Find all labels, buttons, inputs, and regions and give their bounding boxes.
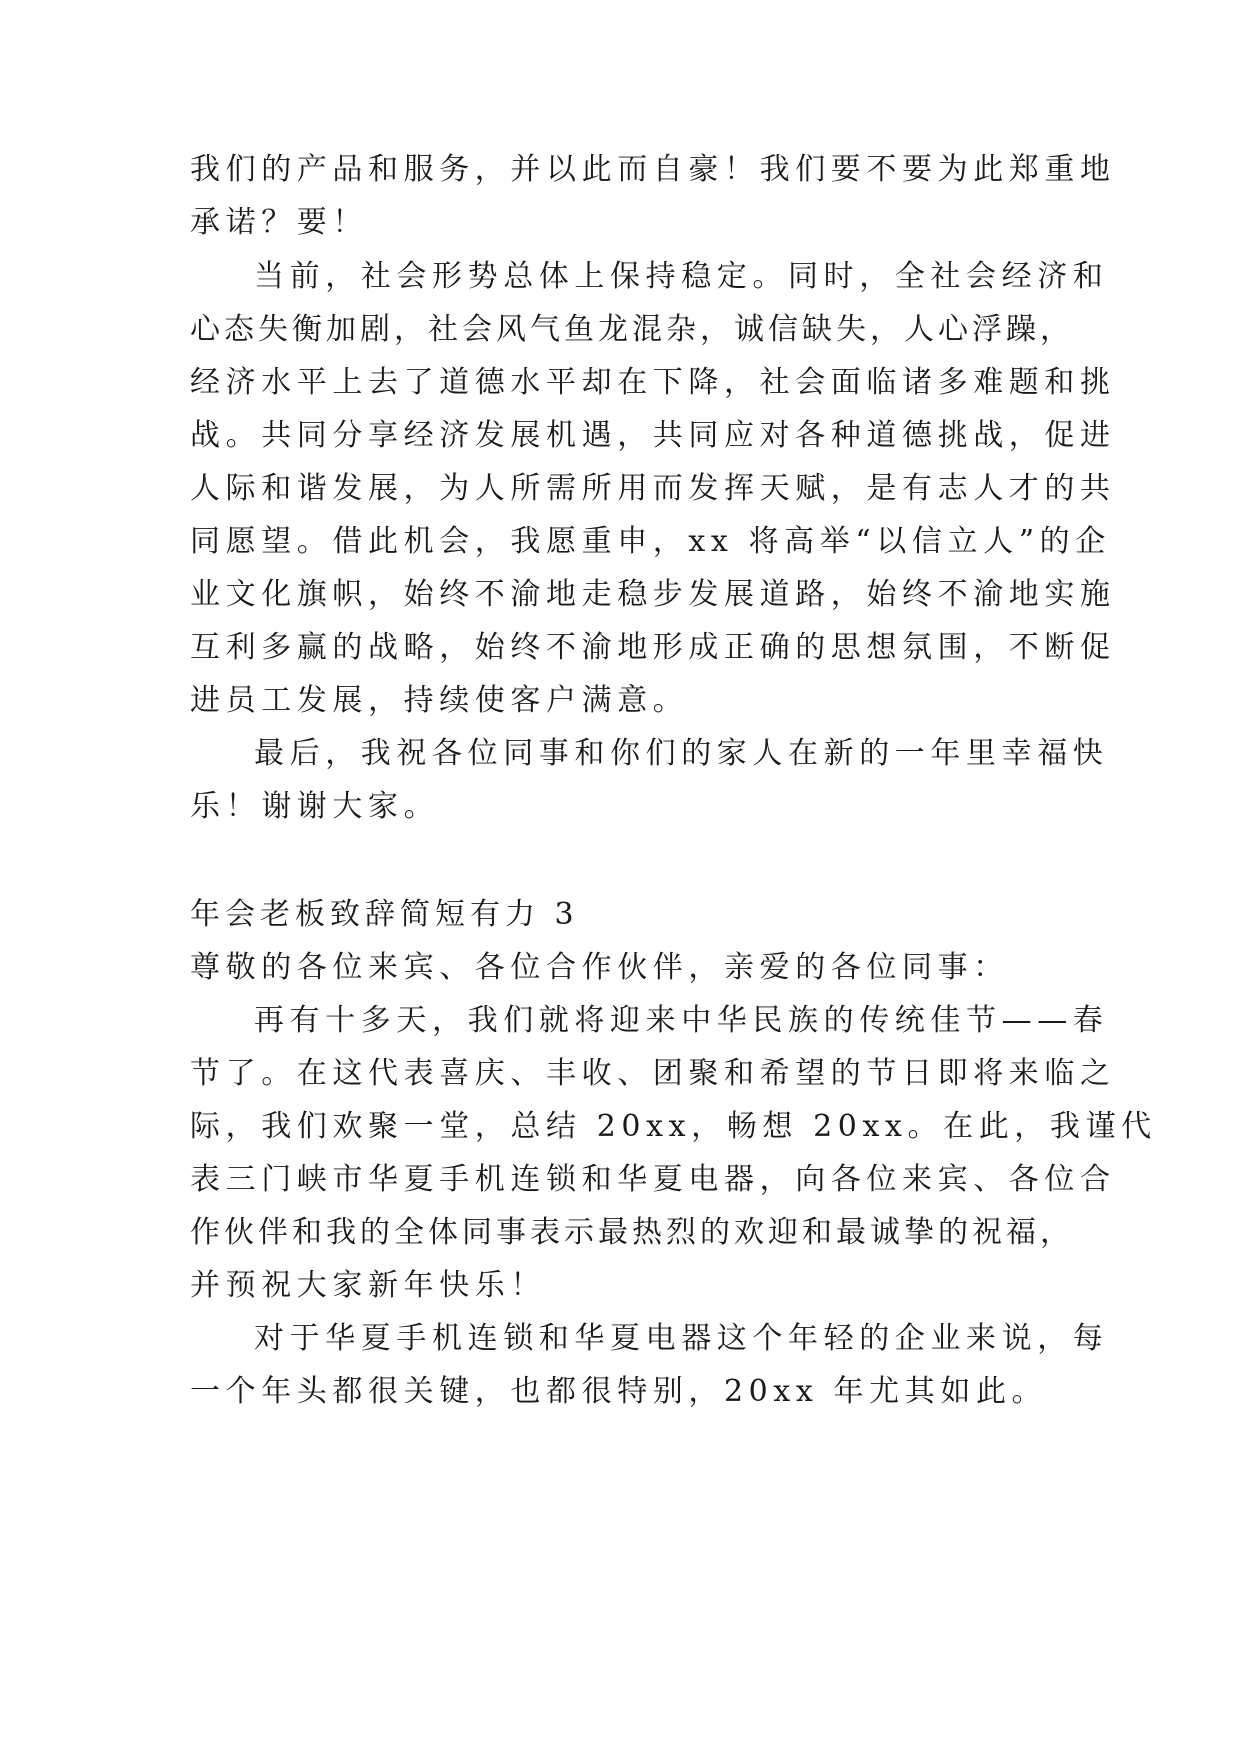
paragraph-line: 经济水平上去了道德水平却在下降，社会面临诸多难题和挑 — [190, 365, 1116, 400]
paragraph-line: 一个年头都很关键，也都很特别，20xx 年尤其如此。 — [190, 1374, 1048, 1409]
paragraph-line: 再有十多天，我们就将迎来中华民族的传统佳节——春 — [254, 1003, 1109, 1038]
paragraph-line: 节了。在这代表喜庆、丰收、团聚和希望的节日即将来临之 — [190, 1056, 1116, 1091]
paragraph-line: 当前，社会形势总体上保持稳定。同时，全社会经济和 — [254, 259, 1109, 294]
paragraph-line: 对于华夏手机连锁和华夏电器这个年轻的企业来说，每 — [254, 1321, 1109, 1356]
paragraph-line: 互利多赢的战略，始终不渝地形成正确的思想氛围，不断促 — [190, 630, 1116, 665]
paragraph-line: 战。共同分享经济发展机遇，共同应对各种道德挑战，促进 — [190, 418, 1116, 453]
paragraph-line: 表三门峡市华夏手机连锁和华夏电器，向各位来宾、各位合 — [190, 1162, 1116, 1197]
paragraph-line: 心态失衡加剧，社会风气鱼龙混杂，诚信缺失，人心浮躁， — [190, 312, 1074, 347]
paragraph-line: 人际和谐发展，为人所需所用而发挥天赋，是有志人才的共 — [190, 471, 1116, 506]
section-title: 年会老板致辞简短有力 3 — [190, 897, 579, 932]
paragraph-line: 最后，我祝各位同事和你们的家人在新的一年里幸福快 — [254, 736, 1109, 771]
salutation-line: 尊敬的各位来宾、各位合作伙伴，亲爱的各位同事： — [190, 950, 1009, 985]
paragraph-line: 承诺？要！ — [190, 205, 368, 240]
paragraph-line: 乐！谢谢大家。 — [190, 789, 440, 824]
paragraph-line: 际，我们欢聚一堂，总结 20xx，畅想 20xx。在此，我谨代 — [190, 1109, 1157, 1144]
paragraph-line: 作伙伴和我的全体同事表示最热烈的欢迎和最诚挚的祝福， — [190, 1215, 1074, 1250]
paragraph-line: 业文化旗帜，始终不渝地走稳步发展道路，始终不渝地实施 — [190, 577, 1116, 612]
paragraph-line: 我们的产品和服务，并以此而自豪！我们要不要为此郑重地 — [190, 152, 1116, 187]
paragraph-line: 进员工发展，持续使客户满意。 — [190, 683, 689, 718]
paragraph-line: 并预祝大家新年快乐！ — [190, 1268, 546, 1303]
paragraph-line: 同愿望。借此机会，我愿重申，xx 将高举“以信立人”的企 — [190, 524, 1111, 559]
